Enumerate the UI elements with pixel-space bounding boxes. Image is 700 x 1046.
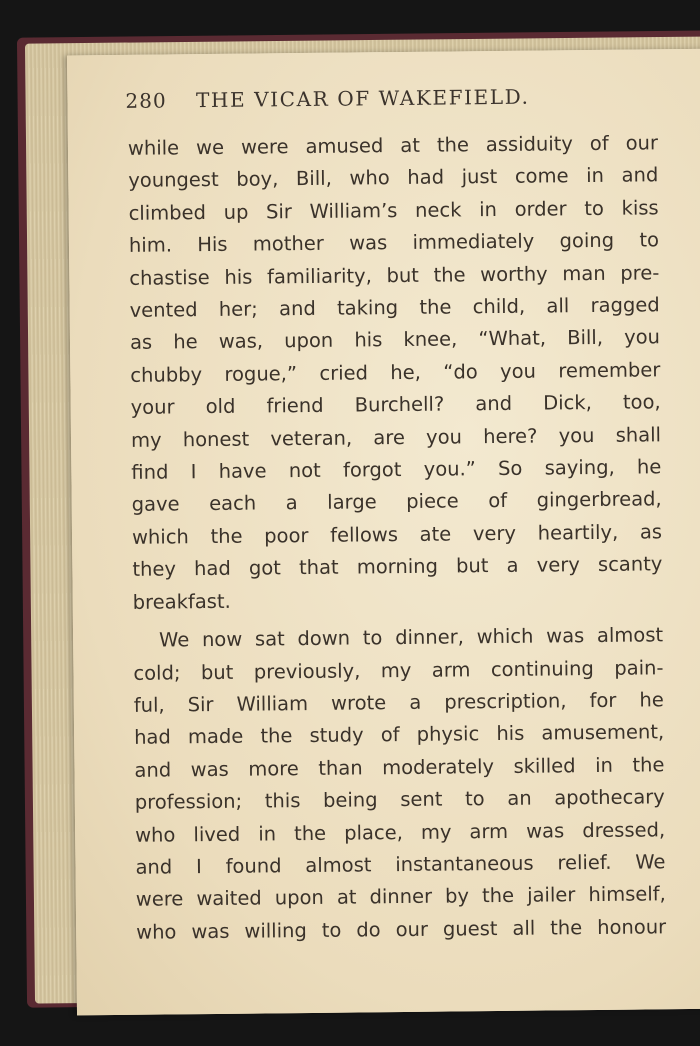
text-line: gave each a large piece of gingerbread, bbox=[131, 487, 662, 517]
text-line: climbed up Sir William’s neck in order to kiss bbox=[128, 196, 659, 225]
text-line: We now sat down to dinner, which was almost bbox=[158, 623, 664, 652]
body-text bbox=[128, 127, 667, 949]
text-line: find I have not forgot you.” So saying, he bbox=[131, 455, 662, 484]
text-line: youngest boy, Bill, who had just come in and bbox=[128, 163, 659, 193]
running-title: THE VICAR OF WAKEFIELD. bbox=[195, 84, 530, 113]
text-line: chastise his familiarity, but the worthy man pre- bbox=[129, 260, 660, 290]
book-page bbox=[67, 49, 700, 1016]
text-line: and was more than moderately skilled in the bbox=[134, 752, 665, 782]
paragraph-2 bbox=[133, 619, 666, 949]
text-line: chubby rogue,” cried he, “do you remember bbox=[130, 358, 661, 387]
text-line: as he was, upon his knee, “What, Bill, you bbox=[129, 325, 661, 355]
text-line: had made the study of physic his amusement, bbox=[134, 720, 665, 750]
text-line: while we were amused at the assiduity of our bbox=[127, 131, 659, 160]
text-line: him. His mother was immediately going to bbox=[128, 228, 660, 258]
text-line: vented her; and taking the child, all ragged bbox=[129, 293, 660, 322]
text-line: ful, Sir William wrote a prescription, for he bbox=[133, 688, 664, 717]
text-line: were waited upon at dinner by the jailer himself, bbox=[135, 882, 666, 912]
text-line: profession; this being sent to an apothecary bbox=[134, 785, 665, 814]
text-line: who lived in the place, my arm was dressed, bbox=[135, 817, 666, 847]
text-line: my honest veteran, are you here? you shall bbox=[130, 422, 662, 452]
text-line: your old friend Burchell? and Dick, too, bbox=[130, 390, 661, 420]
text-line: and I found almost instantaneous relief. We bbox=[135, 850, 666, 879]
running-header bbox=[125, 85, 529, 113]
text-line: breakfast. bbox=[132, 589, 231, 614]
text-line: which the poor fellows ate very heartily, as bbox=[131, 520, 663, 549]
text-line: who was willing to do our guest all the honour bbox=[136, 915, 667, 944]
paragraph-1 bbox=[128, 127, 663, 619]
text-line: they had got that morning but a very scanty bbox=[132, 552, 663, 582]
page-number: 280 bbox=[125, 88, 167, 113]
text-line: cold; but previously, my arm continuing pain- bbox=[133, 655, 664, 685]
